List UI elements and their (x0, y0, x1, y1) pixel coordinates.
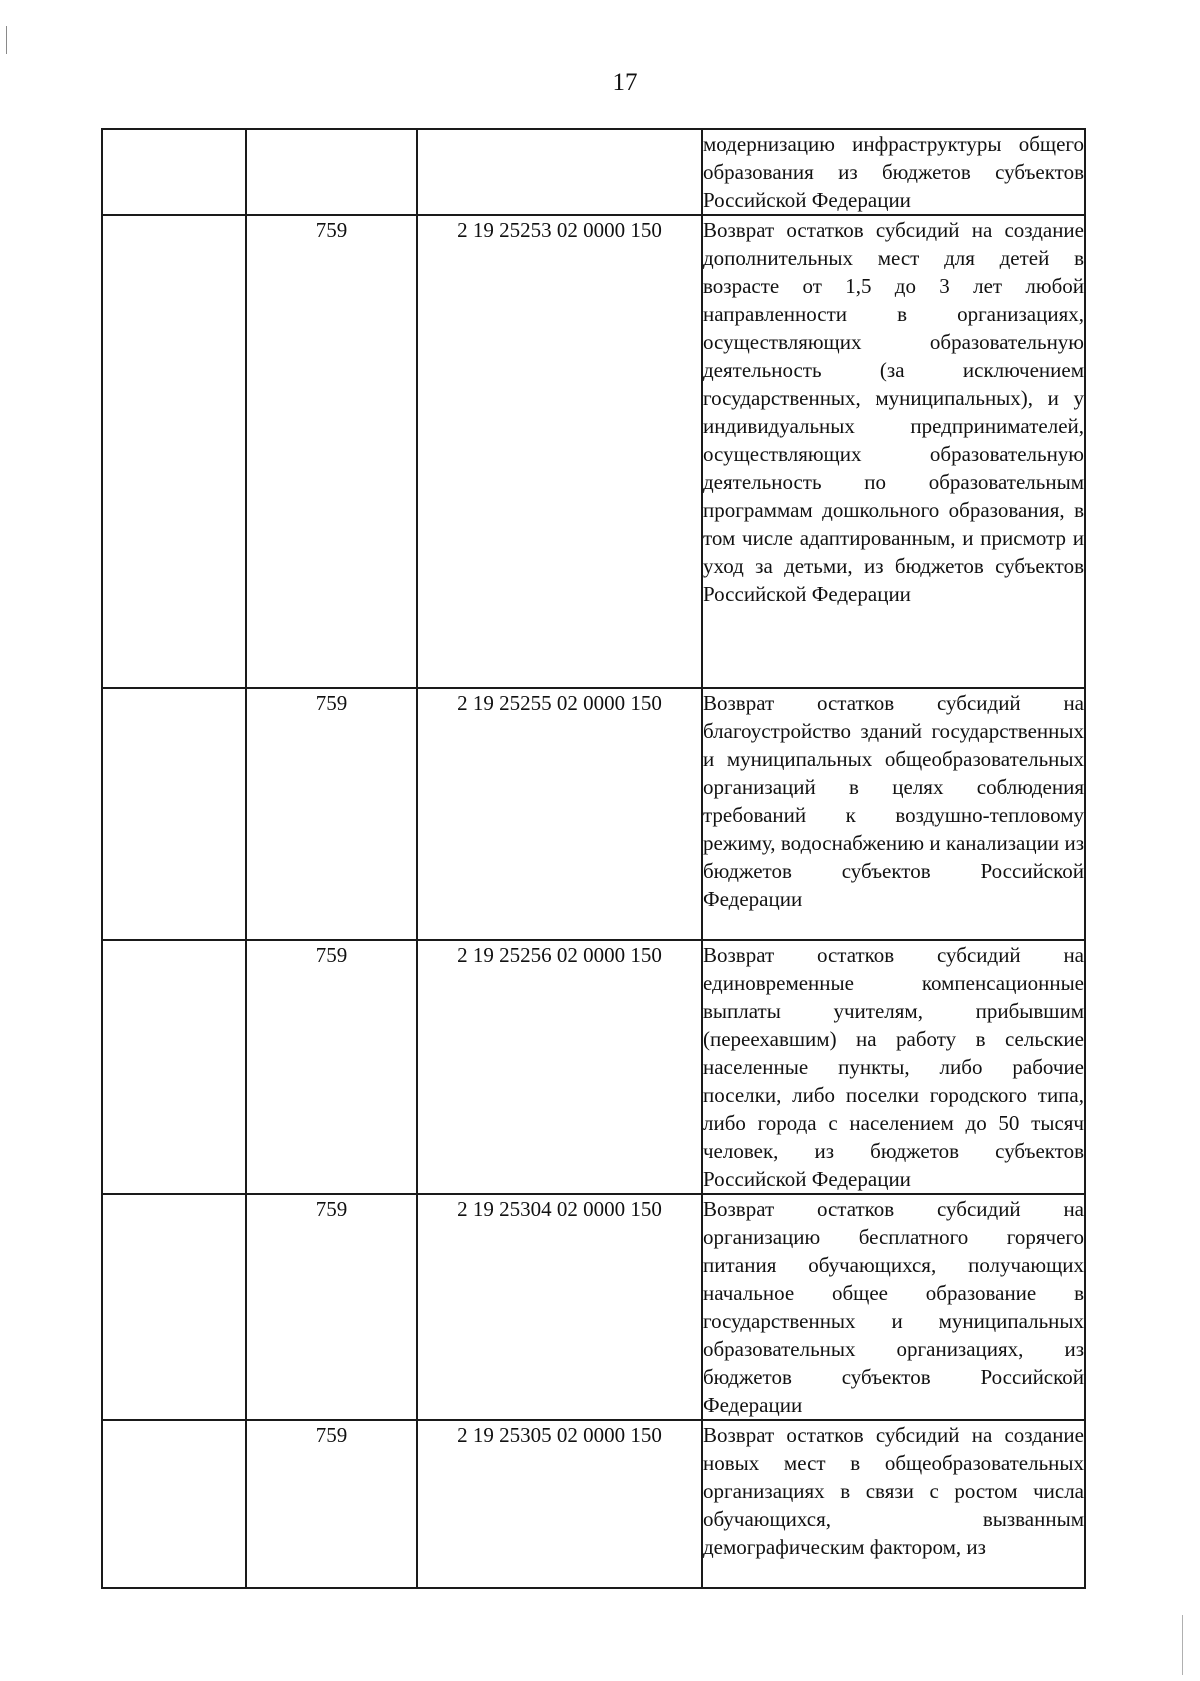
admin-code-cell: 759 (246, 1194, 417, 1420)
table-row (102, 940, 1085, 1194)
page-number: 17 (612, 69, 638, 96)
empty-cell (102, 129, 246, 215)
empty-cell (102, 1420, 246, 1588)
empty-cell (102, 215, 246, 688)
budget-classification-table (101, 128, 1086, 1589)
admin-code-cell: 759 (246, 215, 417, 688)
empty-cell (102, 940, 246, 1194)
empty-cell (102, 1194, 246, 1420)
table-row (102, 215, 1085, 688)
empty-cell (102, 688, 246, 940)
admin-code-cell: 759 (246, 940, 417, 1194)
table-row (102, 688, 1085, 940)
description-cell: Возврат остатков субсидий на создание дополнительных мест для детей в возрасте от 1,5 до 3 лет любой направленности в организациях, осуществляющих образовательную деятельность (за исключением государственных, муниципальных), и у индивидуальных предпринимателей, осуществляющих образовательную деятельность по образовательным программам дошкольного образования, в том числе адаптированным, и присмотр и уход за детьми, из бюджетов субъектов Российской Федерации (702, 215, 1085, 688)
kbk-code-cell: 2 19 25304 02 0000 150 (417, 1194, 702, 1420)
description-cell: Возврат остатков субсидий на единовременные компенсационные выплаты учителям, прибывшим (переехавшим) на работу в сельские населенные пункты, либо рабочие поселки, либо поселки городского типа, либо города с населением до 50 тысяч человек, из бюджетов субъектов Российской Федерации (702, 940, 1085, 1194)
admin-code-cell: 759 (246, 688, 417, 940)
kbk-code-cell: 2 19 25305 02 0000 150 (417, 1420, 702, 1588)
kbk-code-cell: 2 19 25256 02 0000 150 (417, 940, 702, 1194)
description-cell: Возврат остатков субсидий на организацию бесплатного горячего питания обучающихся, получающих начальное общее образование в государственных и муниципальных образовательных организациях, из бюджетов субъектов Российской Федерации (702, 1194, 1085, 1420)
description-cell: Возврат остатков субсидий на создание новых мест в общеобразовательных организациях в связи с ростом числа обучающихся, вызванным демографическим фактором, из (702, 1420, 1085, 1588)
table-row (102, 1420, 1085, 1588)
description-cell: Возврат остатков субсидий на благоустройство зданий государственных и муниципальных общеобразовательных организаций в целях соблюдения требований к воздушно-тепловому режиму, водоснабжению и канализации из бюджетов субъектов Российской Федерации (702, 688, 1085, 940)
kbk-code-cell (417, 129, 702, 215)
admin-code-cell: 759 (246, 1420, 417, 1588)
admin-code-cell (246, 129, 417, 215)
description-cell: модернизацию инфраструктуры общего образования из бюджетов субъектов Российской Федерации (702, 129, 1085, 215)
table-row (102, 129, 1085, 215)
kbk-code-cell: 2 19 25253 02 0000 150 (417, 215, 702, 688)
scan-margin-mark-bottom (1182, 1615, 1183, 1675)
table-row (102, 1194, 1085, 1420)
kbk-code-cell: 2 19 25255 02 0000 150 (417, 688, 702, 940)
scan-margin-mark-top (6, 26, 7, 54)
